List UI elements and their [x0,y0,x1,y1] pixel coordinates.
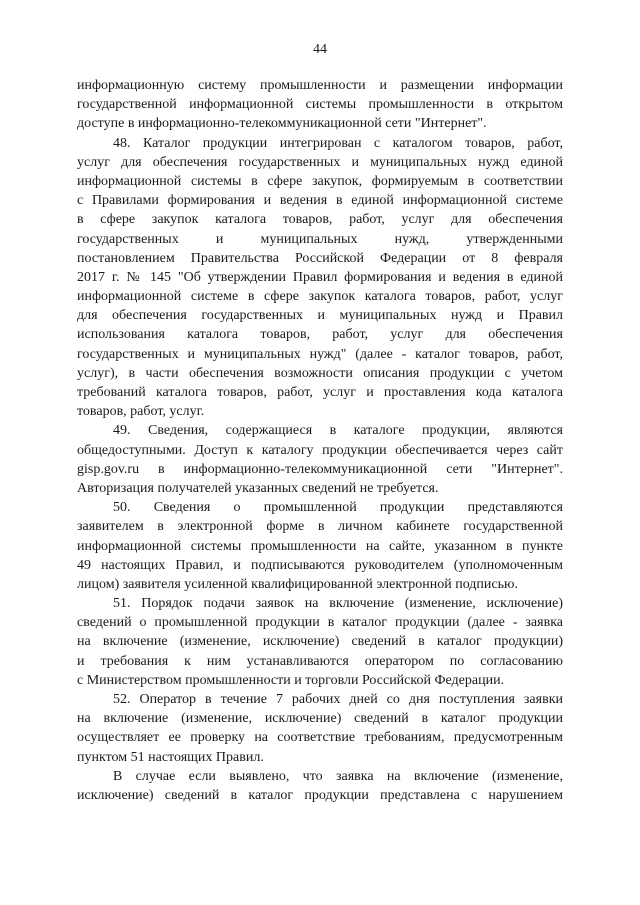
text-line: заявителем в электронной форме в личном кабинете государственной [77,519,563,535]
text-line: услуг для обеспечения государственных и муниципальных нужд единой [77,154,563,170]
text-line: требований каталога товаров, работ, услуг и проставления кода каталога [77,385,563,400]
text-line: 52. Оператор в течение 7 рабочих дней со дня поступления заявки [113,692,563,707]
text-line: 50. Сведения о промышленной продукции представляются [113,500,563,516]
text-line: и требования к ним устанавливаются оператором по согласованию [77,653,563,669]
text-line: исключение) сведений в каталог продукции представлена с нарушением [77,787,563,803]
text-line: В случае если выявлено, что заявка на включение (изменение, [113,768,563,784]
text-line: 51. Порядок подачи заявок на включение (изменение, исключение) [113,596,563,612]
text-line: услуг), в части обеспечения возможности описания продукции с учетом [77,365,563,381]
text-line: информационную систему промышленности и размещении информации [77,78,563,93]
text-line: Авторизация получателей указанных сведений не требуется. [77,480,439,496]
text-line: с Правилами формирования и ведения в единой информационной системе [77,193,563,209]
text-line: использования каталога товаров, работ, услуг для обеспечения [77,327,563,343]
text-line: 49 настоящих Правил, и подписываются руководителем (уполномоченным [77,557,563,573]
text-line: информационной системе в сфере закупок каталога товаров, работ, услуг [77,289,563,305]
text-line: на включение (изменение, исключение) сведений в каталог продукции [77,711,563,727]
text-line: доступе в информационно-телекоммуникационной сети "Интернет". [77,116,487,132]
text-line: товаров, работ, услуг. [77,404,205,420]
text-line: на включение (изменение, исключение) сведений в каталог продукции) [77,634,563,650]
text-line: в сфере закупок каталога товаров, работ, услуг для обеспечения [77,212,563,228]
text-line: государственной информационной системы промышленности в открытом [77,97,563,113]
text-line: осуществляет ее проверку на соответствие требованиям, предусмотренным [77,730,563,746]
text-line: постановлением Правительства Российской Федерации от 8 февраля [77,250,563,266]
text-line: государственных и муниципальных нужд" (далее - каталог товаров, работ, [77,346,563,362]
text-line: 2017 г. № 145 "Об утверждении Правил формирования и ведения в единой [77,269,563,285]
text-line: с Министерством промышленности и торговли Российской Федерации. [77,672,505,688]
text-line: пунктом 51 настоящих Правил. [77,749,264,765]
document-body [77,76,563,805]
text-line: информационной системы в сфере закупок, формируемым в соответствии [77,173,563,189]
text-line: для обеспечения государственных и муниципальных нужд и Правил [77,308,563,324]
text-line: 48. Каталог продукции интегрирован с каталогом товаров, работ, [113,135,563,151]
text-line: общедоступными. Доступ к каталогу продукции обеспечивается через сайт [77,442,563,458]
text-line: государственных и муниципальных нужд, утвержденными [77,231,563,247]
text-line: gisp.gov.ru в информационно-телекоммуникационной сети "Интернет". [77,461,563,477]
page-number: 44 [313,42,327,57]
text-line: сведений о промышленной продукции в каталог продукции (далее - заявка [77,615,563,631]
text-line: 49. Сведения, содержащиеся в каталоге продукции, являются [113,423,563,439]
text-line: информационной системы промышленности на сайте, указанном в пункте [77,538,563,554]
text-line: лицом) заявителя усиленной квалифицированной электронной подписью. [77,576,518,592]
